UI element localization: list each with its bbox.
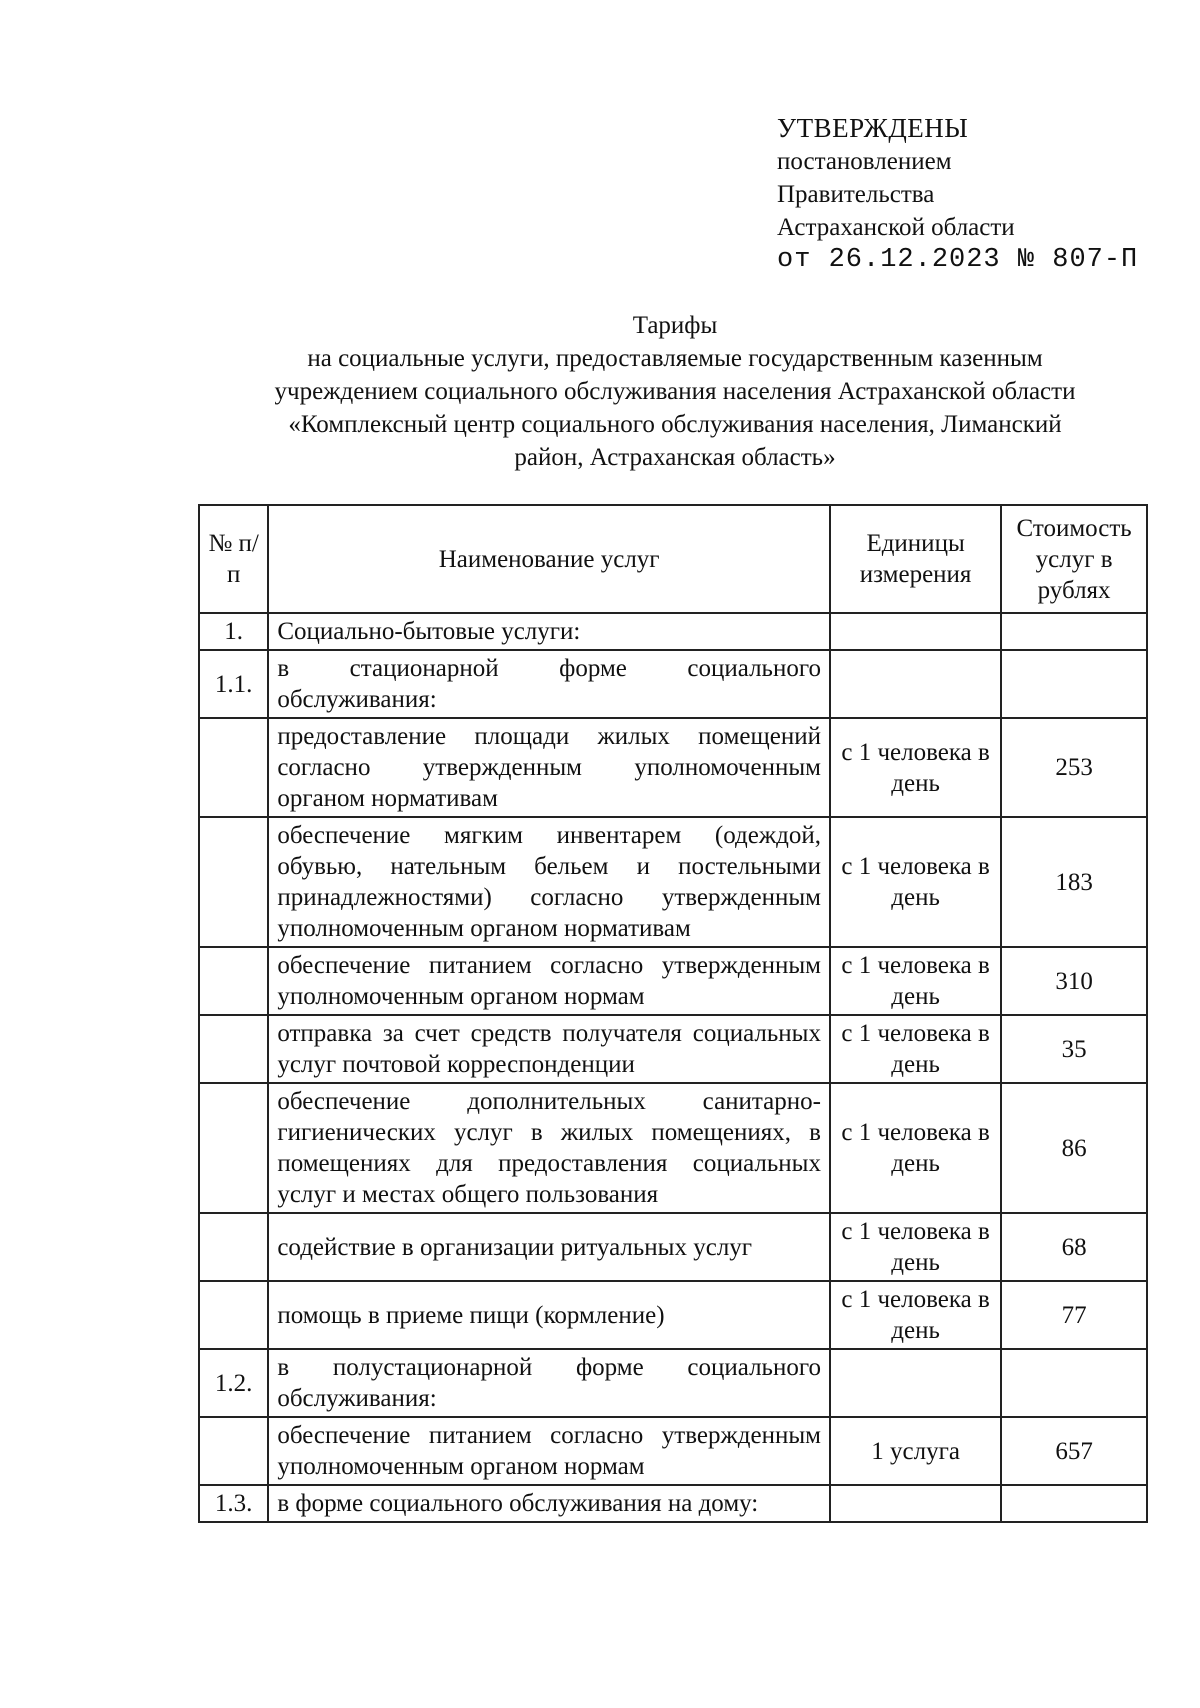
approval-line: Астраханской области — [777, 214, 1015, 241]
table-row — [199, 613, 1147, 650]
cell-unit: с 1 человека в день — [830, 1213, 1001, 1281]
cell-num — [199, 1417, 268, 1485]
table-row — [199, 650, 1147, 718]
cell-name: содействие в организации ритуальных услуг — [268, 1213, 830, 1281]
table-row — [199, 947, 1147, 1015]
cell-unit — [830, 650, 1001, 718]
table-row — [199, 1083, 1147, 1213]
cell-num — [199, 947, 268, 1015]
cell-price: 310 — [1001, 947, 1147, 1015]
cell-price: 253 — [1001, 718, 1147, 817]
cell-unit: с 1 человека в день — [830, 947, 1001, 1015]
cell-price — [1001, 650, 1147, 718]
cell-num: 1.2. — [199, 1349, 268, 1417]
cell-name: в полустационарной форме социального обслуживания: — [268, 1349, 830, 1417]
header-name: Наименование услуг — [268, 505, 830, 613]
cell-num — [199, 1015, 268, 1083]
cell-num — [199, 1083, 268, 1213]
title-line: Тарифы — [632, 312, 718, 339]
cell-name: Социально-бытовые услуги: — [268, 613, 830, 650]
table-row — [199, 1213, 1147, 1281]
document-title — [200, 309, 1150, 474]
cell-unit: 1 услуга — [830, 1417, 1001, 1485]
header-price: Стоимость услуг в рублях — [1001, 505, 1147, 613]
cell-num: 1.1. — [199, 650, 268, 718]
cell-price: 657 — [1001, 1417, 1147, 1485]
cell-price: 183 — [1001, 817, 1147, 947]
cell-price — [1001, 1485, 1147, 1522]
cell-price — [1001, 1349, 1147, 1417]
cell-unit: с 1 человека в день — [830, 1083, 1001, 1213]
approval-line: Правительства — [777, 181, 935, 208]
title-line: учреждением социального обслуживания населения Астраханской области — [274, 378, 1076, 405]
table-header-row — [199, 505, 1147, 613]
cell-unit: с 1 человека в день — [830, 1015, 1001, 1083]
cell-price: 68 — [1001, 1213, 1147, 1281]
title-line: «Комплексный центр социального обслуживания населения, Лиманский — [288, 411, 1062, 438]
approval-date: от 26.12.2023 № 807-П — [777, 245, 1139, 275]
table-row — [199, 817, 1147, 947]
header-num: № п/п — [199, 505, 268, 613]
cell-num — [199, 1281, 268, 1349]
approval-stamp — [777, 112, 1138, 277]
cell-unit — [830, 613, 1001, 650]
cell-name: отправка за счет средств получателя социальных услуг почтовой корреспонденции — [268, 1015, 830, 1083]
cell-unit: с 1 человека в день — [830, 817, 1001, 947]
cell-unit: с 1 человека в день — [830, 1281, 1001, 1349]
cell-price: 86 — [1001, 1083, 1147, 1213]
approval-line: постановлением — [777, 148, 952, 175]
header-unit: Единицы измерения — [830, 505, 1001, 613]
table-row — [199, 1349, 1147, 1417]
cell-name: обеспечение дополнительных санитарно-гигиенических услуг в жилых помещениях, в помещениях для предоставления социальных услуг и местах общего пользования — [268, 1083, 830, 1213]
cell-num: 1. — [199, 613, 268, 650]
table-row — [199, 718, 1147, 817]
table-row — [199, 1417, 1147, 1485]
cell-price: 77 — [1001, 1281, 1147, 1349]
cell-name: обеспечение питанием согласно утвержденным уполномоченным органом нормам — [268, 1417, 830, 1485]
tariffs-table — [198, 504, 1148, 1523]
cell-unit — [830, 1349, 1001, 1417]
title-line: на социальные услуги, предоставляемые государственным казенным — [307, 345, 1043, 372]
table-row — [199, 1281, 1147, 1349]
cell-name: в стационарной форме социального обслуживания: — [268, 650, 830, 718]
cell-price: 35 — [1001, 1015, 1147, 1083]
title-line: район, Астраханская область» — [514, 444, 836, 471]
cell-num — [199, 1213, 268, 1281]
cell-num — [199, 718, 268, 817]
approval-heading: УТВЕРЖДЕНЫ — [777, 113, 969, 143]
cell-num — [199, 817, 268, 947]
cell-unit — [830, 1485, 1001, 1522]
table-row — [199, 1485, 1147, 1522]
cell-name: помощь в приеме пищи (кормление) — [268, 1281, 830, 1349]
cell-num: 1.3. — [199, 1485, 268, 1522]
cell-unit: с 1 человека в день — [830, 718, 1001, 817]
cell-name: обеспечение мягким инвентарем (одеждой, обувью, нательным бельем и постельными принадлежностями) согласно утвержденным уполномоченным органом нормативам — [268, 817, 830, 947]
cell-name: обеспечение питанием согласно утвержденным уполномоченным органом нормам — [268, 947, 830, 1015]
table-row — [199, 1015, 1147, 1083]
cell-name: предоставление площади жилых помещений согласно утвержденным уполномоченным органом нормативам — [268, 718, 830, 817]
cell-name: в форме социального обслуживания на дому: — [268, 1485, 830, 1522]
cell-price — [1001, 613, 1147, 650]
